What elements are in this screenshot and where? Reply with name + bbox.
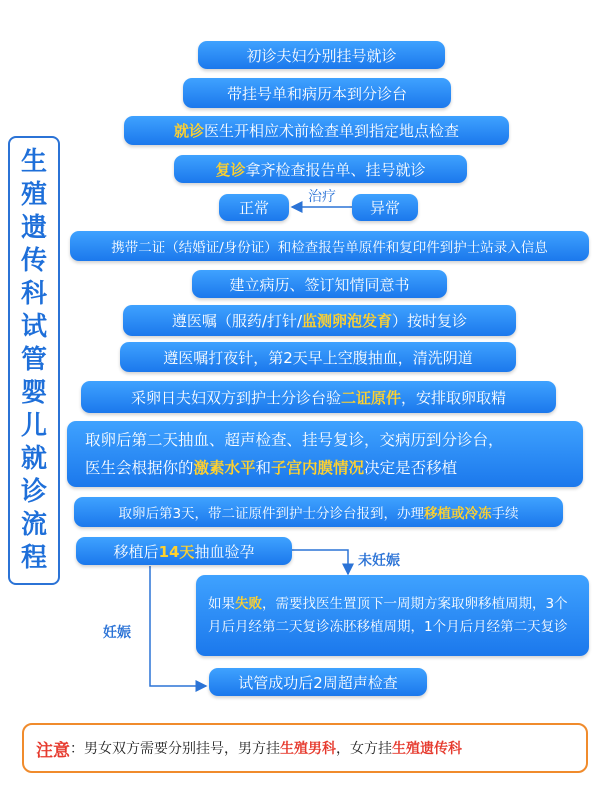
step-success-ultrasound: 试管成功后2周超声检查 (209, 668, 427, 696)
step-retrieval-day: 采卵日夫妇双方到护士分诊台验 二证原件 ，安排取卵取精 (81, 381, 556, 413)
step-failure-plan: 如果失败，需要找医生置顶下一周期方案取卵移植周期，3个月后月经第二天复诊冻胚移植周期，1个月后月经第二天复诊 (196, 575, 589, 656)
note-female-dept: 生殖遗传科 (392, 741, 462, 757)
step-bring-register: 带挂号单和病历本到分诊台 (183, 78, 451, 108)
note-title: 注意 (36, 740, 70, 761)
not-pregnant-label: 未妊娠 (358, 553, 400, 569)
not-pregnant-arrow (292, 550, 348, 574)
step-night-injection: 遵医嘱打夜针，第2天早上空腹抽血，清洗阴道 (120, 342, 516, 372)
side-title: 生殖遗传科试管婴儿就诊流程 (20, 147, 47, 573)
step-pregnancy-test: 移植后 14天 抽血验孕 (76, 537, 292, 565)
treat-label: 治疗 (308, 189, 336, 205)
step-post-retrieval-day3: 取卵后第3天，带二证原件到护士分诊台报到，办理 移植或冷冻 手续 (74, 497, 563, 527)
step-medical-record: 建立病历、签订知情同意书 (192, 270, 447, 298)
step-bring-certificates: 携带二证（结婚证/身份证）和检查报告单原件和复印件到护士站录入信息 (70, 231, 589, 261)
note-male-dept: 生殖男科 (280, 741, 336, 757)
step-revisit: 复诊 拿齐检查报告单、挂号就诊 (174, 155, 467, 183)
step-consultation: 就诊 医生开相应术前检查单到指定地点检查 (124, 116, 509, 145)
result-normal: 正常 (219, 194, 289, 221)
result-abnormal: 异常 (352, 194, 418, 221)
pregnant-label: 妊娠 (103, 625, 131, 641)
note-box: 注意 ： 男女双方需要分别挂号，男方挂 生殖男科 ，女方挂 生殖遗传科 (22, 723, 588, 773)
step-post-retrieval-day2: 取卵后第二天抽血、超声检查、挂号复诊，交病历到分诊台， 医生会根据你的激素水平和子宫内膜情况决定是否移植 (67, 421, 583, 487)
step-follow-advice: 遵医嘱（服药/打针/ 监测卵泡发育 ）按时复诊 (123, 305, 516, 336)
step-initial-visit: 初诊夫妇分别挂号就诊 (198, 41, 445, 69)
